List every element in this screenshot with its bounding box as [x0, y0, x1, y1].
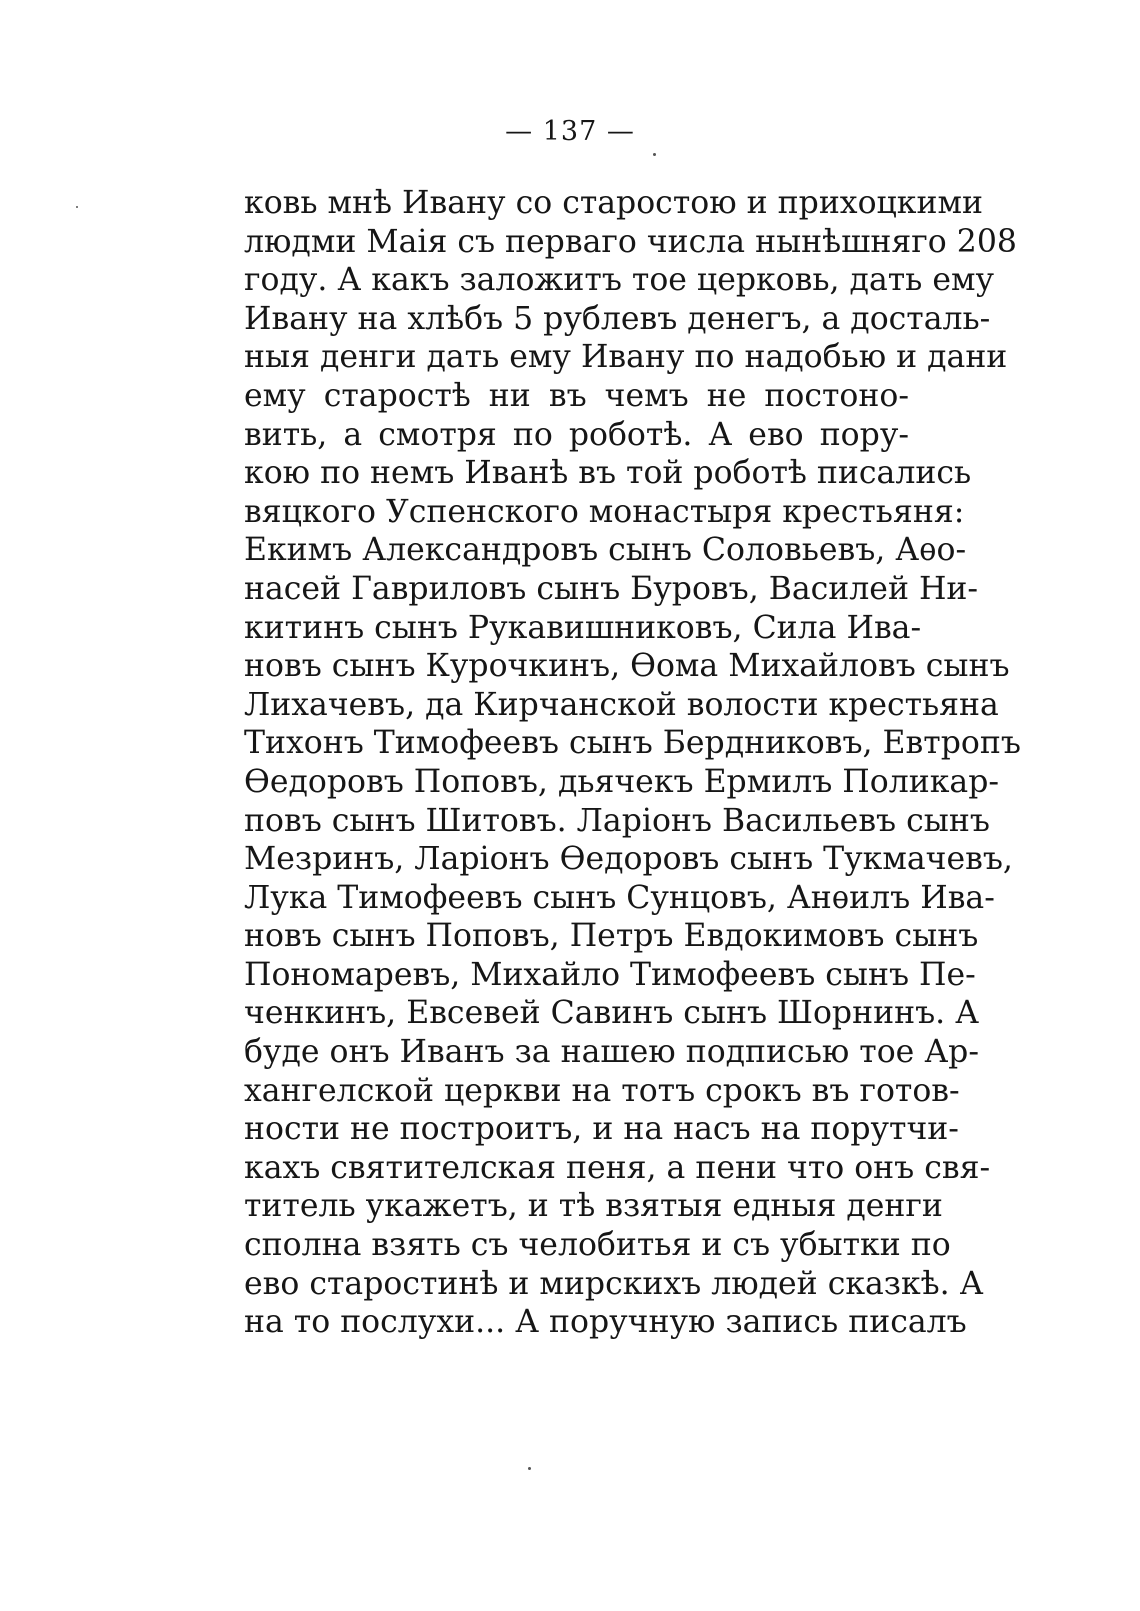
text-line: Ивану на хлѣбъ 5 рублевъ денегъ, а досталь-	[244, 300, 991, 337]
text-line: буде онъ Иванъ за нашею подписью тое Ар-	[244, 1034, 979, 1071]
scan-speck	[653, 153, 656, 156]
text-line: ковь мнѣ Ивану со старостою и прихоцкими	[244, 185, 983, 221]
text-line: Тихонъ Тимофеевъ сынъ Бердниковъ, Евтропъ	[244, 725, 1021, 762]
text-line: ныя денги дать ему Ивану по надобью и дани	[244, 339, 1008, 376]
text-line: на то послухи... А поручную запись писалъ	[244, 1304, 967, 1341]
text-line: ему старостѣ ни въ чемъ не постоно-	[244, 377, 909, 414]
text-line: титель укажетъ, и тѣ взятыя едныя денги	[244, 1188, 943, 1225]
text-line: хангелской церкви на тотъ срокъ въ готов-	[244, 1072, 960, 1109]
text-line: новъ сынъ Курочкинъ, Ѳома Михайловъ сынъ	[244, 648, 1010, 685]
text-line: Екимъ Александровъ сынъ Соловьевъ, Аѳо-	[244, 532, 967, 569]
text-line: кахъ святителская пеня, а пени что онъ свя-	[244, 1149, 991, 1186]
scan-speck	[528, 1467, 531, 1470]
text-line: Пономаревъ, Михайло Тимофеевъ сынъ Пе-	[244, 956, 976, 993]
text-line: ево старостинѣ и мирскихъ людей сказкѣ. А	[244, 1265, 984, 1302]
body-text	[244, 184, 1021, 1342]
text-line: повъ сынъ Шитовъ. Ларіонъ Васильевъ сынъ	[244, 802, 990, 839]
text-line: Ѳедоровъ Поповъ, дьячекъ Ермилъ Поликар-	[244, 763, 1000, 800]
text-line: людми Маія съ перваго числа нынѣшняго 208	[244, 223, 1017, 260]
text-line: сполна взять съ челобитья и съ убытки по	[244, 1227, 951, 1264]
text-line: году. А какъ заложитъ тое церковь, дать ему	[244, 262, 995, 299]
scan-speck	[76, 206, 78, 208]
text-line: Мезринъ, Ларіонъ Ѳедоровъ сынъ Тукмачевъ,	[244, 841, 1013, 878]
text-line: Лихачевъ, да Кирчанской волости крестьяна	[244, 686, 999, 723]
text-line: кою по немъ Иванѣ въ той роботѣ писались	[244, 455, 972, 492]
text-line: Лука Тимофеевъ сынъ Сунцовъ, Анѳилъ Ива-	[244, 879, 995, 916]
text-line: вить, а смотря по роботѣ. А ево пору-	[244, 416, 909, 453]
text-line: новъ сынъ Поповъ, Петръ Евдокимовъ сынъ	[244, 918, 979, 955]
text-line: ченкинъ, Евсевей Савинъ сынъ Шорнинъ. А	[244, 995, 980, 1032]
text-line: вяцкого Успенского монастыря крестьяня:	[244, 493, 965, 530]
text-line: китинъ сынъ Рукавишниковъ, Сила Ива-	[244, 609, 922, 646]
page-number: — 137 —	[505, 116, 635, 147]
text-line: насей Гавриловъ сынъ Буровъ, Василей Ни-	[244, 570, 979, 607]
text-line: ности не построитъ, и на насъ на порутчи-	[244, 1111, 959, 1148]
